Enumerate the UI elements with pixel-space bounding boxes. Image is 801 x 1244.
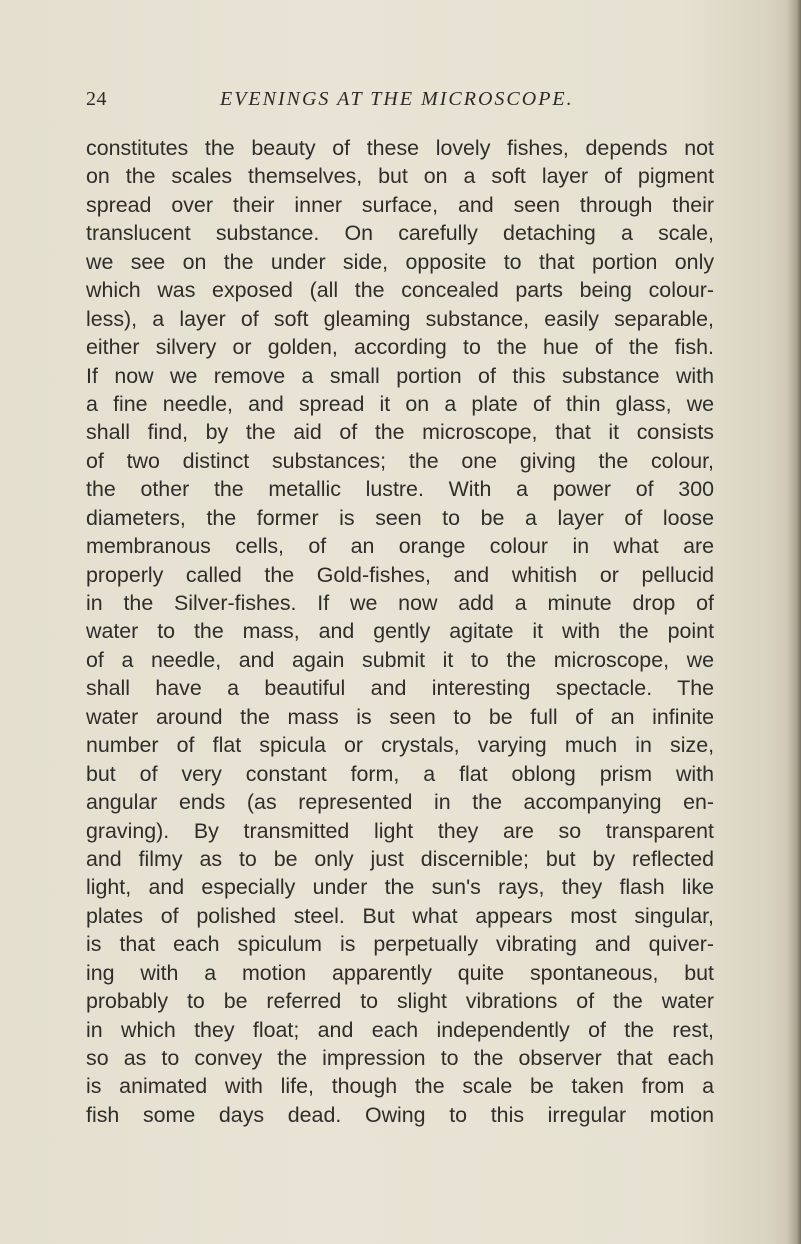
text-line: spread over their inner surface, and seen through their: [86, 192, 714, 217]
text-line: If now we remove a small portion of this substance with: [86, 363, 715, 388]
text-line: we see on the under side, opposite to that portion only: [86, 249, 715, 274]
text-line: translucent substance. On carefully detaching a scale,: [86, 221, 714, 246]
page-edge-shadow: [787, 0, 801, 1244]
text-line: properly called the Gold-fishes, and whitish or pellucid: [86, 562, 714, 587]
text-line: constitutes the beauty of these lovely fishes, depends not: [86, 136, 715, 160]
text-line: which was exposed (all the concealed parts being colour-: [86, 278, 714, 303]
text-line: a fine needle, and spread it on a plate of thin glass, we: [86, 391, 715, 416]
body-text: [86, 134, 714, 1129]
page-header: [86, 88, 710, 118]
text-line: shall have a beautiful and interesting spectacle. The: [86, 676, 714, 701]
text-line: of a needle, and again submit it to the microscope, we: [86, 647, 714, 672]
text-line: angular ends (as represented in the accompanying en-: [86, 790, 714, 815]
text-line: either silvery or golden, according to the hue of the fish.: [86, 335, 714, 360]
text-line: plates of polished steel. But what appears most singular,: [86, 903, 714, 928]
text-line: and filmy as to be only just discernible; but by reflected: [86, 846, 714, 871]
text-line: on the scales themselves, but on a soft layer of pigment: [86, 164, 715, 189]
running-head: EVENINGS AT THE MICROSCOPE.: [220, 88, 574, 110]
text-line: in which they float; and each independently of the rest,: [86, 1017, 714, 1042]
text-line: probably to be referred to slight vibrations of the water: [86, 989, 715, 1014]
text-line: membranous cells, of an orange colour in what are: [86, 534, 714, 559]
text-line: of two distinct substances; the one giving the colour,: [86, 448, 714, 473]
page-number: 24: [86, 88, 107, 110]
text-line: is animated with life, though the scale be taken from a: [86, 1074, 714, 1099]
text-line: in the Silver-fishes. If we now add a minute drop of: [86, 591, 714, 615]
text-line: number of flat spicula or crystals, varying much in size,: [86, 733, 715, 758]
text-line: fish some days dead. Owing to this irregular motion: [86, 1102, 714, 1127]
text-line: less), a layer of soft gleaming substance, easily separable,: [86, 306, 714, 331]
text-line: so as to convey the impression to the observer that each: [86, 1046, 715, 1070]
text-line: diameters, the former is seen to be a layer of loose: [86, 505, 714, 530]
text-line: water around the mass is seen to be full of an infinite: [86, 704, 714, 729]
text-line: graving). By transmitted light they are so transparent: [86, 818, 714, 843]
text-line: ing with a motion apparently quite spontaneous, but: [86, 960, 714, 985]
text-line: water to the mass, and gently agitate it with the point: [86, 619, 715, 644]
text-line: light, and especially under the sun's rays, they flash like: [86, 875, 714, 900]
text-line: but of very constant form, a flat oblong prism with: [86, 761, 714, 786]
text-line: shall find, by the aid of the microscope, that it consists: [86, 420, 714, 445]
text-line: is that each spiculum is perpetually vibrating and quiver-: [86, 932, 714, 957]
text-line: the other the metallic lustre. With a power of 300: [86, 477, 714, 502]
